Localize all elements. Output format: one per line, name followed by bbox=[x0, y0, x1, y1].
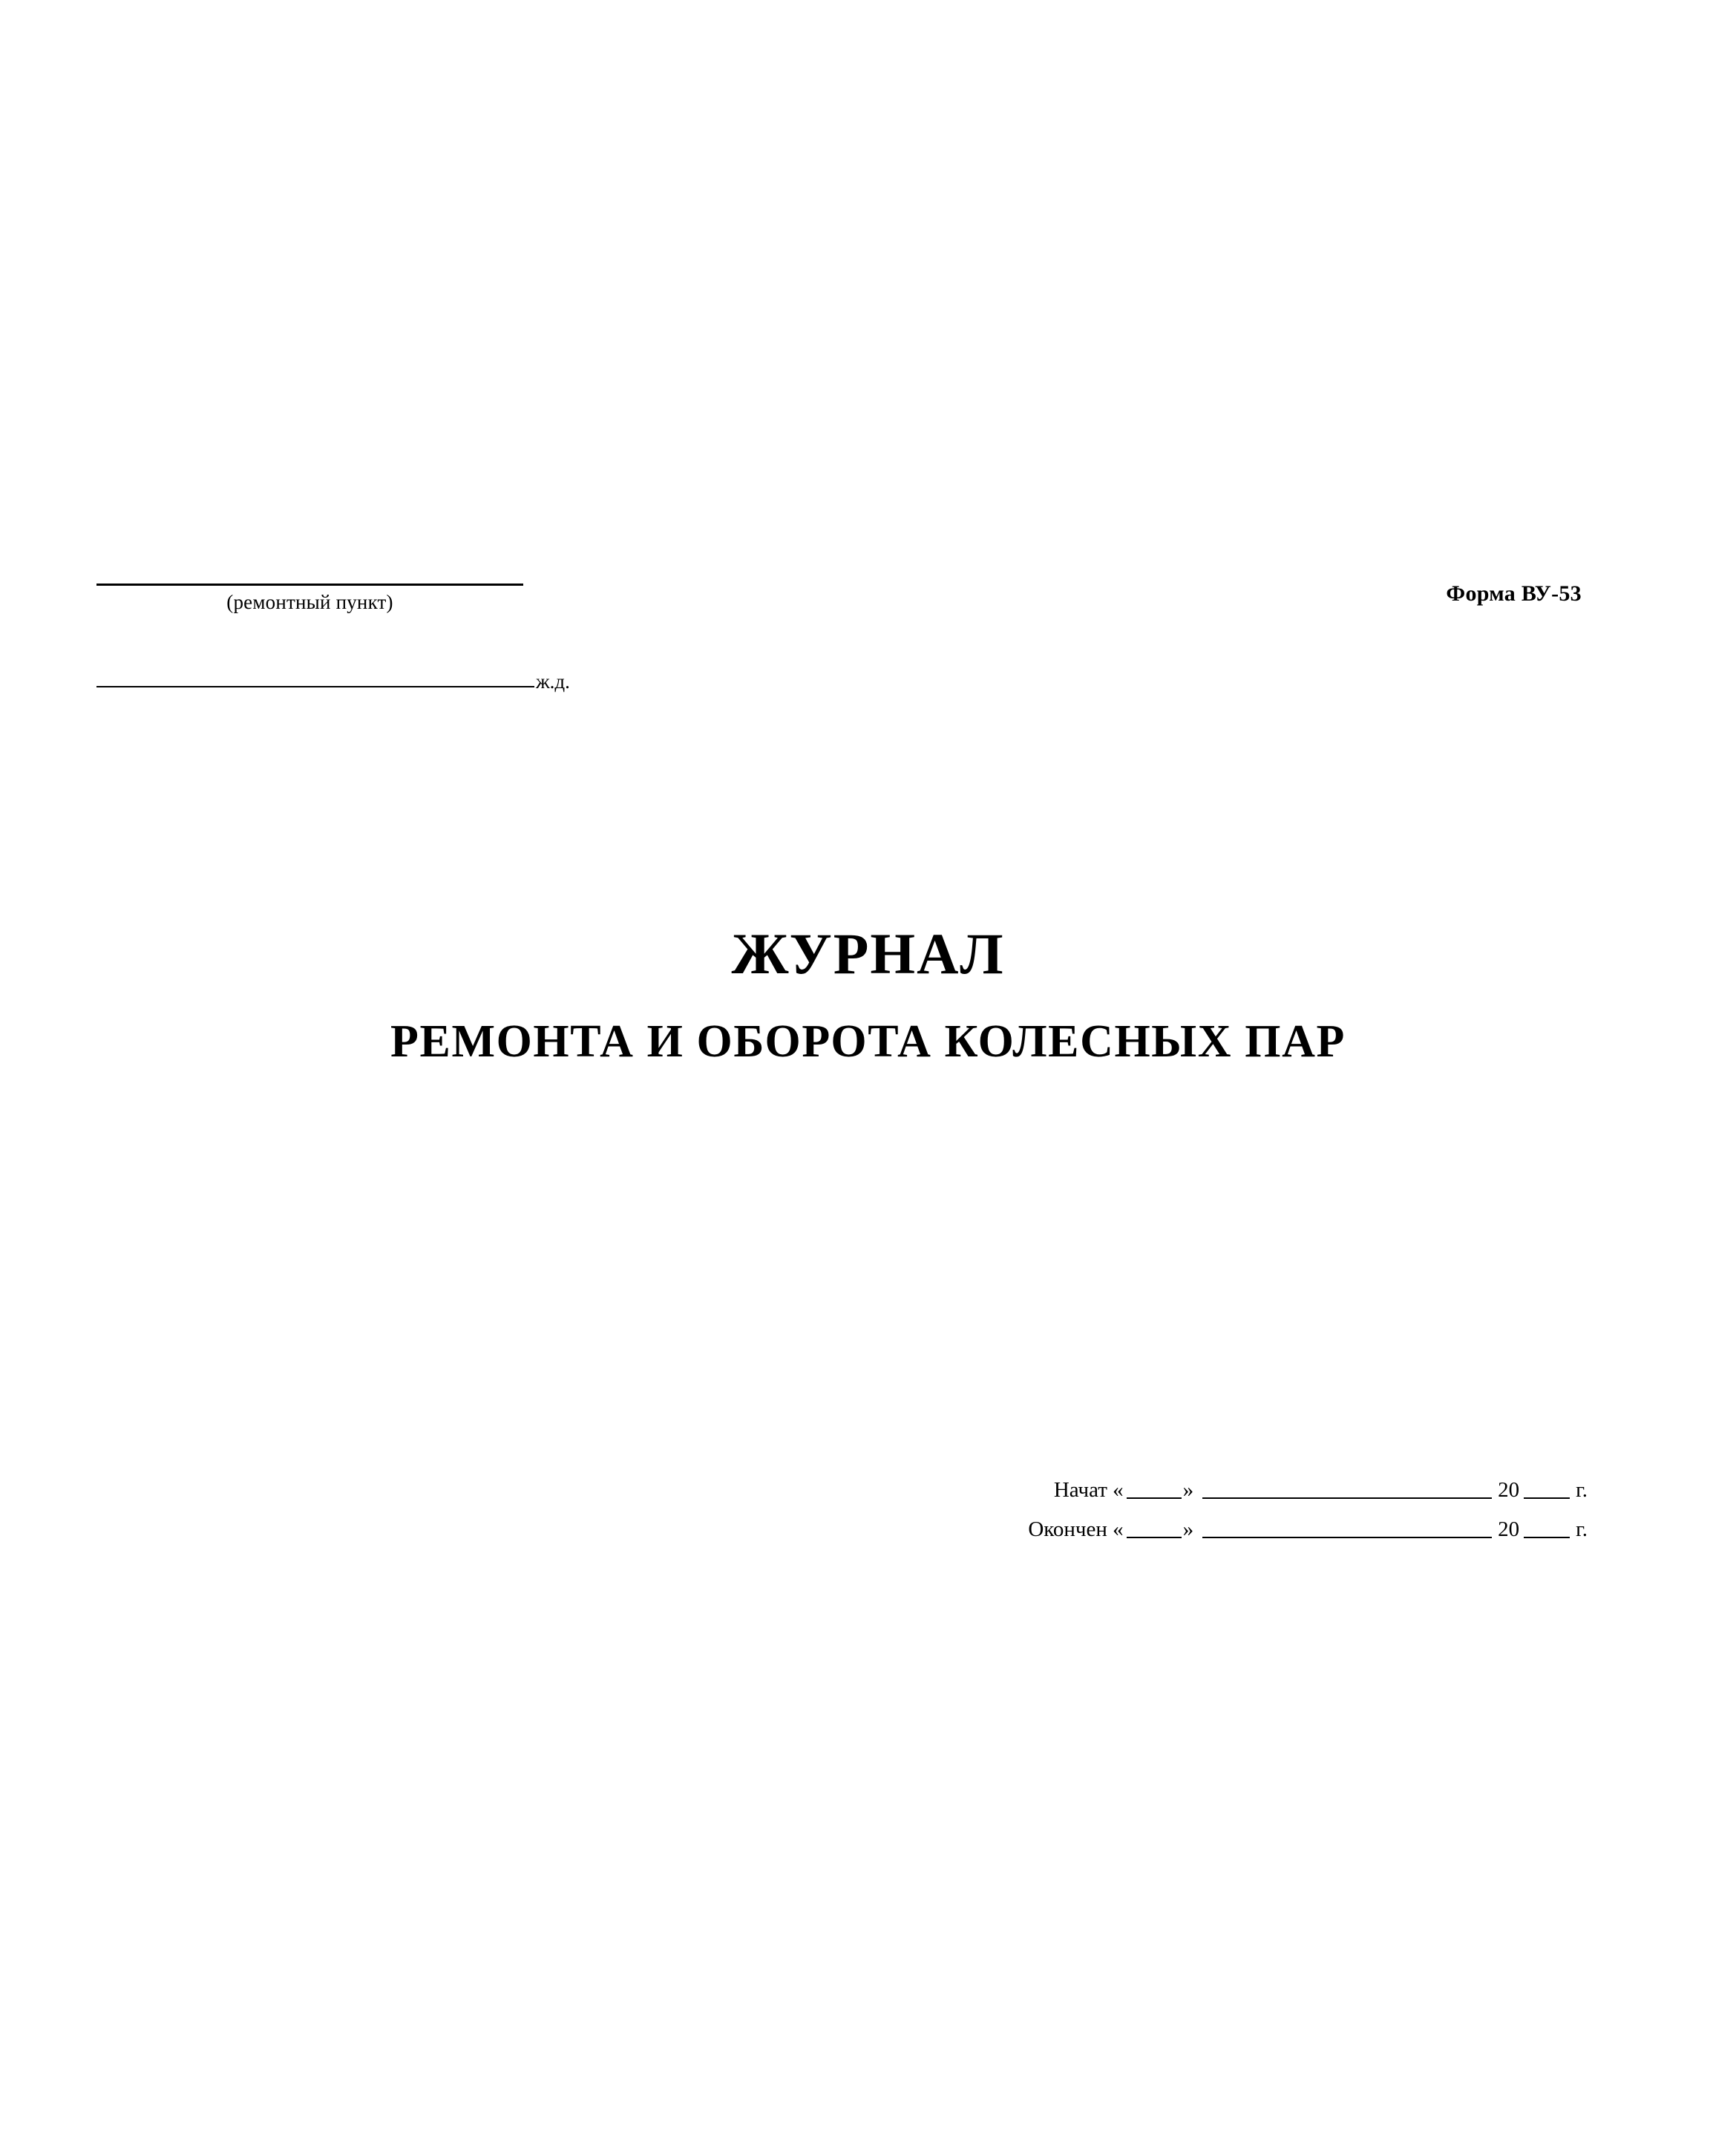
finished-month-blank[interactable] bbox=[1202, 1537, 1492, 1538]
date-block bbox=[1023, 1477, 1588, 1556]
finished-year-prefix: 20 bbox=[1498, 1517, 1520, 1541]
finished-year-blank[interactable] bbox=[1524, 1537, 1570, 1538]
finished-day-blank[interactable] bbox=[1127, 1537, 1182, 1538]
form-number: Форма ВУ-53 bbox=[1446, 581, 1582, 606]
repair-point-caption: (ремонтный пункт) bbox=[226, 591, 393, 613]
repair-point-block bbox=[96, 584, 571, 614]
finished-quote-close: » bbox=[1182, 1517, 1194, 1541]
started-year-suffix: г. bbox=[1576, 1478, 1588, 1502]
page-title: ЖУРНАЛ bbox=[731, 921, 1005, 986]
started-quote-close: » bbox=[1182, 1478, 1194, 1502]
finished-year-suffix: г. bbox=[1576, 1517, 1588, 1541]
page-subtitle: РЕМОНТА И ОБОРОТА КОЛЕСНЫХ ПАР bbox=[390, 1016, 1346, 1067]
repair-point-fill-line[interactable] bbox=[96, 584, 523, 586]
started-year-blank[interactable] bbox=[1524, 1497, 1570, 1499]
started-year-prefix: 20 bbox=[1498, 1478, 1520, 1502]
started-month-blank[interactable] bbox=[1202, 1497, 1492, 1499]
finished-label: Окончен « bbox=[1028, 1517, 1124, 1541]
railway-label: ж.д. bbox=[536, 670, 570, 693]
finished-row bbox=[1023, 1517, 1588, 1543]
started-row bbox=[1023, 1477, 1588, 1503]
started-day-blank[interactable] bbox=[1127, 1497, 1182, 1499]
railway-block bbox=[96, 672, 690, 692]
started-label: Начат « bbox=[1053, 1478, 1124, 1502]
railway-fill-line[interactable] bbox=[96, 686, 534, 687]
